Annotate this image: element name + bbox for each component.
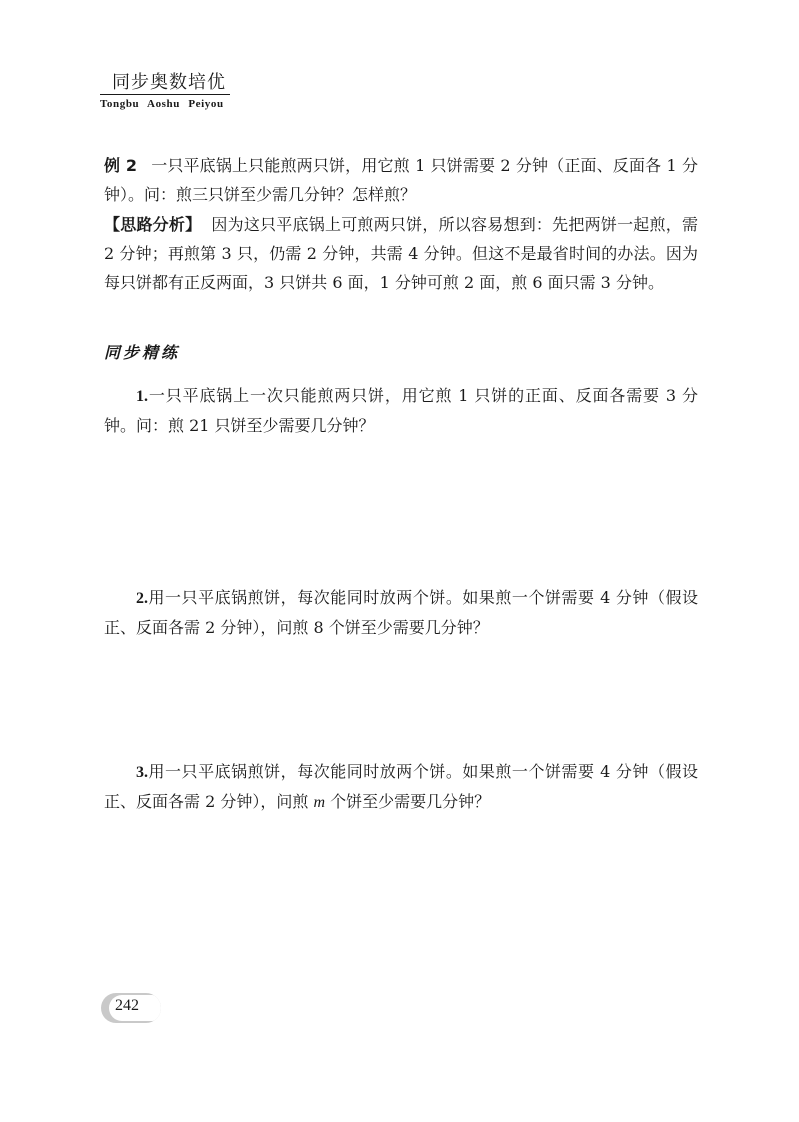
problem-text-after: 个饼至少需要几分钟？ — [325, 792, 491, 811]
problem-1 — [104, 381, 698, 440]
example-text: 一只平底锅上只能煎两只饼，用它煎 1 只饼需要 2 分钟（正面、反面各 1 分钟）。问：煎三只饼至少需几分钟？怎样煎？ — [104, 156, 698, 204]
problem-3 — [104, 757, 698, 817]
page-number: 242 — [115, 997, 139, 1014]
section-heading: 同步精练 — [104, 343, 181, 362]
problem-number: 2. — [136, 590, 148, 607]
analysis-text: 因为这只平底锅上可煎两只饼，所以容易想到：先把两饼一起煎，需 2 分钟；再煎第 3 只，仍需 2 分钟，共需 4 分钟。但这不是最省时间的办法。因为每只饼都有正反两面，3 只饼共 6 面，1 分钟可煎 2 面，煎 6 面只需 3 分钟。 — [104, 215, 698, 292]
example-2 — [104, 151, 698, 209]
running-header — [100, 72, 230, 110]
analysis-label: 【思路分析】 — [104, 215, 202, 234]
problem-text: 一只平底锅上一次只能煎两只饼，用它煎 1 只饼的正面、反面各需要 3 分钟。问：煎 21 只饼至少需要几分钟？ — [104, 386, 698, 435]
problem-2 — [104, 583, 698, 642]
variable-m: m — [313, 794, 326, 811]
example-label: 例 2 — [104, 156, 138, 175]
problem-text: 用一只平底锅煎饼，每次能同时放两个饼。如果煎一个饼需要 4 分钟（假设正、反面各需 2 分钟），问煎 8 个饼至少需要几分钟？ — [104, 588, 698, 637]
problem-number: 3. — [136, 764, 148, 781]
problem-text-before: 用一只平底锅煎饼，每次能同时放两个饼。如果煎一个饼需要 4 分钟（假设正、反面各需 2 分钟），问煎 — [104, 762, 698, 811]
page-number-badge — [101, 993, 161, 1023]
problem-number: 1. — [136, 388, 148, 405]
analysis-block — [104, 210, 698, 297]
book-title: 同步奥数培优 — [100, 72, 230, 95]
book-title-pinyin: Tongbu Aoshu Peiyou — [100, 98, 224, 110]
